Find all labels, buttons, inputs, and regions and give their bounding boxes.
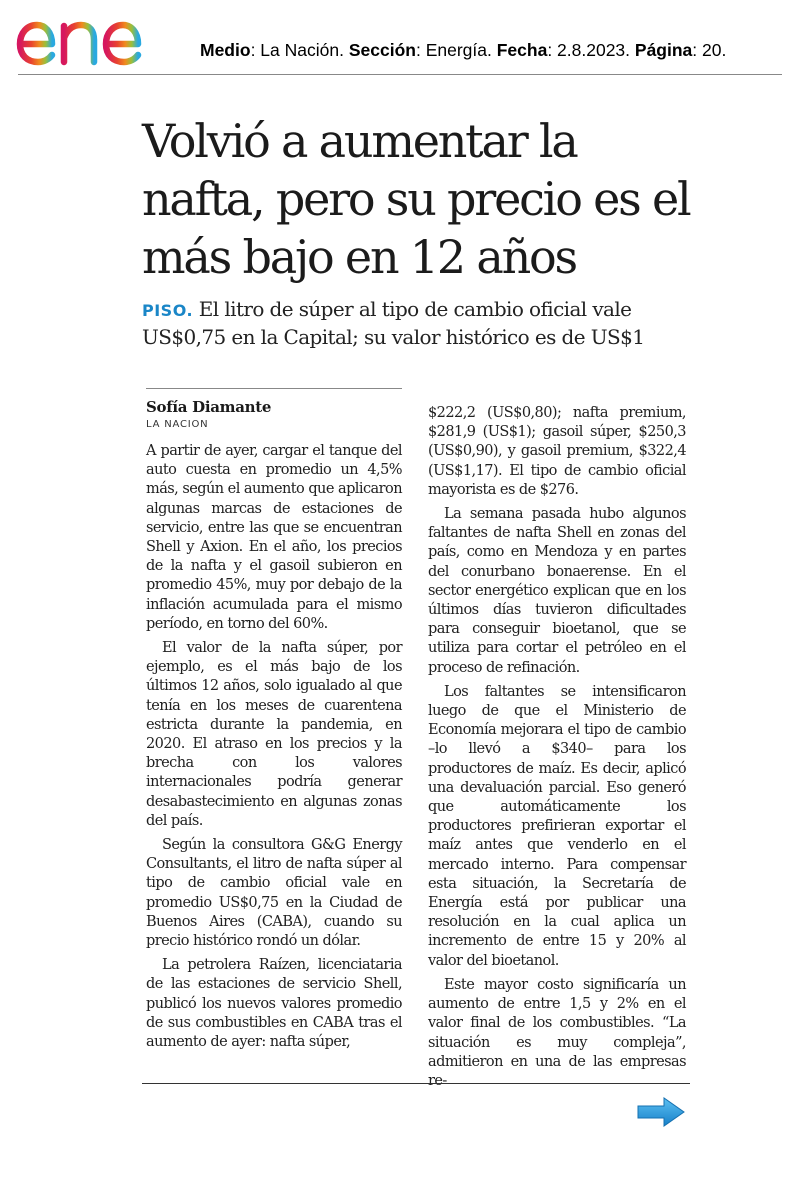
pagina-value: 20 — [702, 40, 722, 60]
paragraph: A partir de ayer, cargar el tanque del auto cuesta en promedio un 4,5% más, según el aumento que aplicaron algunas marcas de estaciones de servicio, entre las que se encuentran Shell y Axion. En el año, los precios de la nafta y el gasoil subieron en promedio 45%, muy por debajo de la inflación acumulada para el mismo período, en torno del 60%. — [146, 443, 402, 632]
paragraph: El valor de la nafta súper, por ejemplo, es el más bajo de los últimos 12 años, solo igualado al que tenía en los meses de cuarentena estricta durante la pandemia, en 2020. El atraso en los precios y la brecha con los valores internacionales podría generar desabastecimiento en algunas zonas del país. — [146, 640, 402, 829]
fecha-value: 2.8.2023 — [557, 40, 626, 60]
paragraph: La petrolera Raízen, licenciataria de las estaciones de servicio Shell, publicó los nuevos valores promedio de sus combustibles en CABA tras el aumento de ayer: nafta súper, — [146, 957, 402, 1051]
pagina-label: Página — [634, 40, 693, 60]
paragraph: $222,2 (US$0,80); nafta premium, $281,9 (US$1); gasoil súper, $250,3 (US$0,90), y gasoil premium, $322,4 (US$1,17). El tipo de cambio oficial mayorista es de $276. — [428, 405, 686, 498]
fecha-label: Fecha — [496, 40, 548, 60]
article-deck — [142, 296, 702, 350]
article-headline: Volvió a aumentar la nafta, pero su precio es el más bajo en 12 años — [142, 114, 690, 284]
paragraph: La semana pasada hubo algunos faltantes de nafta Shell en zonas del país, como en Mendoza y en partes del conurbano bonaerense. En el sector energético explican que en los últimos días tuvieron dificultades para conseguir bioetanol, que se utiliza para cortar el petróleo en el proceso de refinación. — [428, 506, 686, 676]
article-column-1 — [146, 442, 402, 1057]
medio-value: La Nación — [260, 40, 340, 60]
seccion-value: Energía — [425, 40, 487, 60]
seccion-label: Sección — [348, 40, 416, 60]
paragraph: Este mayor costo significaría un aumento de entre 1,5 y 2% en el valor final de los combustibles. “La situación es muy compleja”, admitieron en una de las empresas re- — [428, 976, 686, 1089]
author-outlet: LA NACION — [146, 419, 209, 430]
header-divider — [18, 74, 782, 75]
enel-logo — [14, 4, 184, 70]
article-column-2 — [428, 404, 686, 1096]
clipping-metadata: Medio: La Nación. Sección: Energía. Fecha: 2.8.2023. Página: 20. — [200, 40, 727, 60]
article-bottom-rule — [142, 1083, 690, 1084]
deck-kicker: PISO. — [142, 301, 194, 320]
paragraph: Los faltantes se intensificaron luego de que el Ministerio de Economía mejorara el tipo de cambio –lo llevó a $340– para los productores de maíz. Es decir, aplicó una devaluación parcial. Eso generó que automáticamente los productores prefirieran exportar el maíz antes que venderlo en el mercado interno. Para compensar esta situación, la Secretaría de Energía está por publicar una resolución en la cual aplica un incremento de entre 15 y 20% al valor del bioetanol. — [428, 683, 686, 969]
next-page-button[interactable] — [636, 1096, 686, 1128]
medio-label: Medio — [200, 40, 251, 60]
author-name: Sofía Diamante — [146, 398, 272, 416]
byline-divider — [146, 388, 402, 389]
deck-text: El litro de súper al tipo de cambio oficial vale US$0,75 en la Capital; su valor histórico es de US$1 — [142, 297, 645, 349]
paragraph: Según la consultora G&G Energy Consultants, el litro de nafta súper al tipo de cambio oficial vale en promedio US$0,75 en la Ciudad de Buenos Aires (CABA), cuando su precio histórico rondó un dólar. — [146, 837, 402, 950]
arrow-right-icon — [636, 1096, 686, 1128]
